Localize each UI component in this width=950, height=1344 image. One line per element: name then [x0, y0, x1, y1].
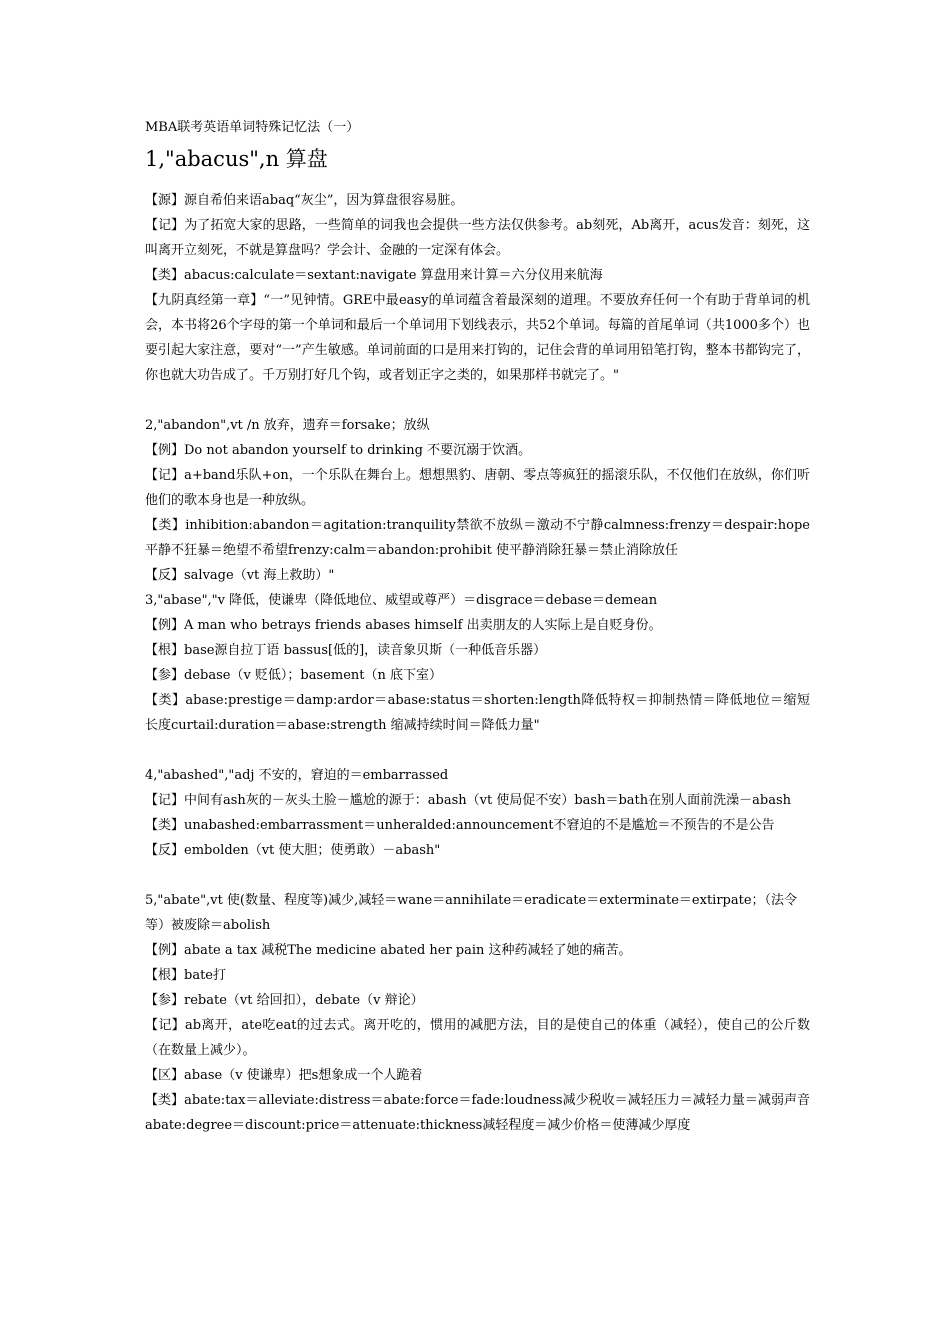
entry-3-line: 【根】base源自拉丁语 bassus[低的]，读音象贝斯（一种低音乐器）: [145, 643, 547, 658]
entry-4-title: 4,"abashed","adj 不安的，窘迫的＝embarrassed: [145, 768, 449, 783]
entry-4-line: 【类】unabashed:embarrassment＝unheralded:announcement不窘迫的不是尴尬＝不预告的不是公告: [145, 818, 775, 833]
entry-1-line: 【记】为了拓宽大家的思路，一些简单的词我也会提供一些方法仅供参考。ab刻死，Ab离开，acus发音：刻死，这叫离开立刻死，不就是算盘吗？学会计、金融的一定深有体会。: [145, 218, 810, 258]
entry-5-line: 【参】rebate（vt 给回扣），debate（v 辩论）: [145, 993, 424, 1008]
entry-3-line: 【例】A man who betrays friends abases himself 出卖朋友的人实际上是自贬身份。: [145, 618, 662, 633]
entry-5-title: 5,"abate",vt 使(数量、程度等)减少,减轻＝wane＝annihilate＝eradicate＝exterminate＝extirpate；（法令等）被废除＝abolish: [145, 893, 798, 933]
entry-4-line: 【记】中间有ash灰的－灰头土脸－尴尬的源于：abash（vt 使局促不安）bash＝bath在别人面前洗澡－abash: [145, 793, 792, 808]
entry-separator: [145, 738, 810, 763]
entry-3-line: 【类】abase:prestige＝damp:ardor＝abase:status＝shorten:length降低特权＝抑制热情＝降低地位＝缩短长度curtail:duration＝abase:strength 缩减持续时间＝降低力量": [145, 693, 810, 733]
entry-2-line: 【例】Do not abandon yourself to drinking 不要沉溺于饮酒。: [145, 443, 532, 458]
entry-2-line: 【反】salvage（vt 海上救助）": [145, 568, 335, 583]
document-header: MBA联考英语单词特殊记忆法（一）: [145, 120, 360, 135]
entry-5-line: 【类】abate:tax＝alleviate:distress＝abate:force＝fade:loudness减少税收＝减轻压力＝减轻力量＝减弱声音abate:degree＝discount:price＝attenuate:thickness减轻程度＝减少价格＝使薄减少厚度: [145, 1093, 810, 1133]
entry-separator: [145, 863, 810, 888]
entry-3-title: 3,"abase","v 降低，使谦卑（降低地位、威望或尊严）＝disgrace＝debase＝demean: [145, 593, 658, 608]
entry-4: [145, 763, 810, 863]
entry-2-line: 【记】a+band乐队+on，一个乐队在舞台上。想想黑豹、唐朝、零点等疯狂的摇滚乐队，不仅他们在放纵，你们听他们的歌本身也是一种放纵。: [145, 468, 810, 508]
entry-2-line: 【类】inhibition:abandon＝agitation:tranquility禁欲不放纵＝激动不宁静calmness:frenzy＝despair:hope 平静不狂暴＝绝望不希望frenzy:calm＝abandon:prohibit 使平静消除狂暴＝禁止消除放任: [145, 518, 810, 558]
entry-3: [145, 588, 810, 738]
entry-5-line: 【根】bate打: [145, 968, 226, 983]
entry-2: [145, 413, 810, 588]
entry-1-title: 1,"abacus",n 算盘: [145, 147, 328, 171]
entry-4-line: 【反】embolden（vt 使大胆；使勇敢）－abash": [145, 843, 441, 858]
entry-5: [145, 888, 810, 1138]
entry-5-line: 【记】ab离开，ate吃eat的过去式。离开吃的，惯用的减肥方法，目的是使自己的体重（减轻），使自己的公斤数（在数量上减少）。: [145, 1018, 810, 1058]
entry-1-line: 【类】abacus:calculate＝sextant:navigate 算盘用来计算＝六分仪用来航海: [145, 268, 603, 283]
entry-1-line: 【九阴真经第一章】“一”见钟情。GRE中最easy的单词蕴含着最深刻的道理。不要放弃任何一个有助于背单词的机会，本书将26个字母的第一个单词和最后一个单词用下划线表示，共52个单词。每篇的首尾单词（共1000多个）也要引起大家注意，要对“一”产生敏感。单词前面的口是用来打钩的，记住会背的单词用铅笔打钩，整本书都钩完了，你也就大功告成了。千万别打好几个钩，或者划正字之类的，如果那样书就完了。": [145, 293, 810, 383]
entry-5-line: 【区】abase（v 使谦卑）把s想象成一个人跪着: [145, 1068, 423, 1083]
document-body: [145, 118, 810, 1138]
entry-5-line: 【例】abate a tax 减税The medicine abated her pain 这种药减轻了她的痛苦。: [145, 943, 632, 958]
entry-2-title: 2,"abandon",vt /n 放弃，遗弃＝forsake；放纵: [145, 418, 430, 433]
entry-separator: [145, 388, 810, 413]
entry-3-line: 【参】debase（v 贬低）；basement（n 底下室）: [145, 668, 442, 683]
entry-1: [145, 188, 810, 388]
entry-1-line: 【源】源自希伯来语abaq“灰尘”，因为算盘很容易脏。: [145, 193, 464, 208]
